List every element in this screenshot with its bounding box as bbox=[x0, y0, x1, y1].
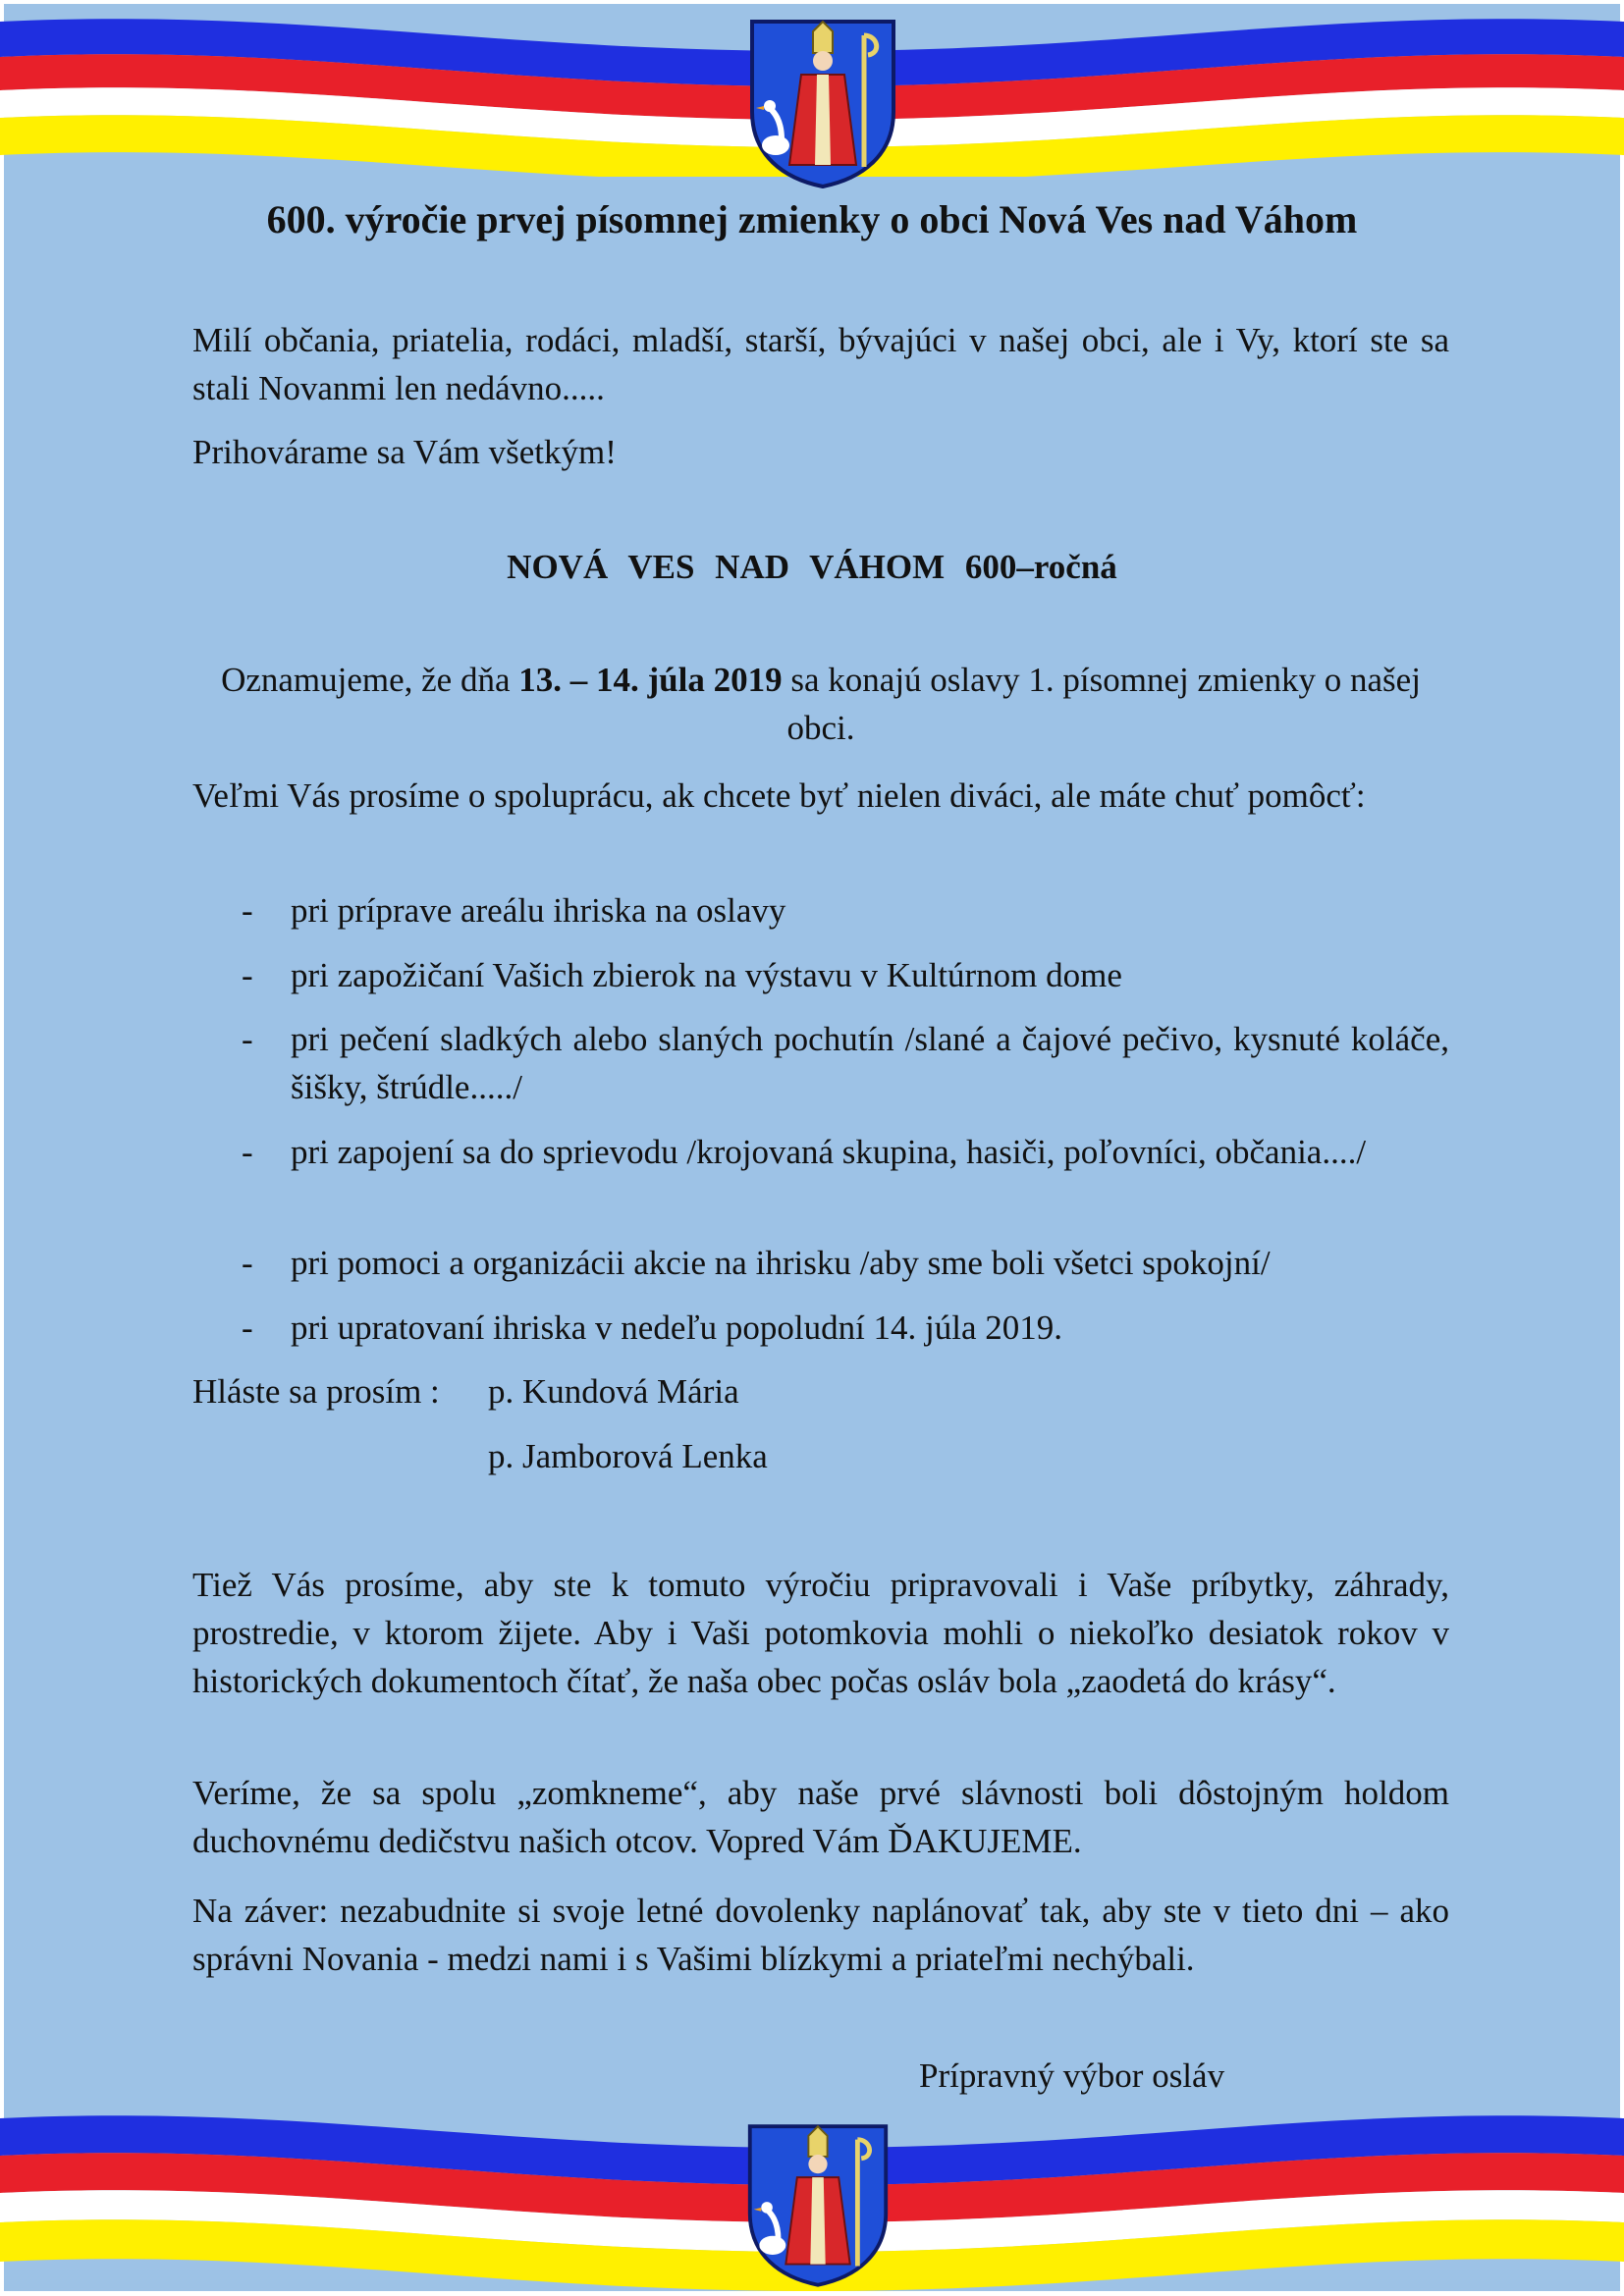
contact-name: p. Jamborová Lenka bbox=[488, 1437, 768, 1475]
greeting-paragraph: Milí občania, priatelia, rodáci, mladší, starší, bývajúci v našej obci, ale i Vy, ktorí ste sa stali Novanmi len nedávno..... bbox=[192, 321, 1449, 407]
body-paragraph: Na záver: nezabudnite si svoje letné dovolenky naplánovať tak, aby ste v tieto dni – ako správni Novania - medzi nami i s Vašimi blízkymi a priateľmi nechýbali. bbox=[192, 1892, 1449, 1978]
list-item-text: pri pečení sladkých alebo slaných pochutín /slané a čajové pečivo, kysnuté koláče, šišky, štrúdle...../ bbox=[291, 1020, 1449, 1106]
list-item-text: pri zapojení sa do sprievodu /krojovaná skupina, hasiči, poľovníci, občania..../ bbox=[291, 1133, 1367, 1171]
announcement-text-end: sa konajú oslavy 1. písomnej zmienky o našej obci. bbox=[782, 661, 1421, 747]
coat-of-arms-icon bbox=[746, 18, 899, 188]
page-title: 600. výročie prvej písomnej zmienky o obci Nová Ves nad Váhom bbox=[266, 197, 1358, 241]
bullet-dash: - bbox=[242, 1020, 253, 1058]
body-paragraph: Veríme, že sa spolu „zomkneme“, aby naše prvé slávnosti boli dôstojným holdom duchovnému dedičstvu našich otcov. Vopred Vám ĎAKUJEME. bbox=[192, 1774, 1449, 1860]
body-paragraph: Tiež Vás prosíme, aby ste k tomuto výročiu pripravovali i Vaše príbytky, záhrady, prostredie, v ktorom žijete. Aby i Vaši potomkovia mohli o niekoľko desiatok rokov v historických dokumentoch čítať, že naša obec počas osláv bola „zaodetá do krásy“. bbox=[192, 1566, 1449, 1700]
contact-label: Hláste sa prosím : bbox=[192, 1372, 440, 1411]
bullet-dash: - bbox=[242, 1244, 253, 1282]
bullet-dash: - bbox=[242, 891, 253, 930]
anniversary-headline: NOVÁ VES NAD VÁHOM 600–ročná bbox=[507, 548, 1117, 586]
announcement-paragraph bbox=[192, 656, 1449, 752]
list-item-text: pri pomoci a organizácii akcie na ihrisku /aby sme boli všetci spokojní/ bbox=[291, 1244, 1271, 1282]
event-dates: 13. – 14. júla 2019 bbox=[518, 661, 783, 699]
contact-name: p. Kundová Mária bbox=[488, 1372, 739, 1411]
list-item-text: pri upratovaní ihriska v nedeľu popoludní 14. júla 2019. bbox=[291, 1308, 1063, 1347]
announcement-text: Oznamujeme, že dňa bbox=[221, 661, 519, 699]
welcome-line: Prihovárame sa Vám všetkým! bbox=[192, 433, 617, 471]
signature: Prípravný výbor osláv bbox=[919, 2056, 1225, 2095]
bullet-dash: - bbox=[242, 956, 253, 994]
bullet-dash: - bbox=[242, 1133, 253, 1171]
coat-of-arms-icon bbox=[744, 2120, 892, 2289]
bullet-dash: - bbox=[242, 1308, 253, 1347]
request-paragraph: Veľmi Vás prosíme o spoluprácu, ak chcete byť nielen diváci, ale máte chuť pomôcť: bbox=[192, 776, 1366, 815]
list-item-text: pri zapožičaní Vašich zbierok na výstavu v Kultúrnom dome bbox=[291, 956, 1122, 994]
list-item-text: pri príprave areálu ihriska na oslavy bbox=[291, 891, 786, 930]
